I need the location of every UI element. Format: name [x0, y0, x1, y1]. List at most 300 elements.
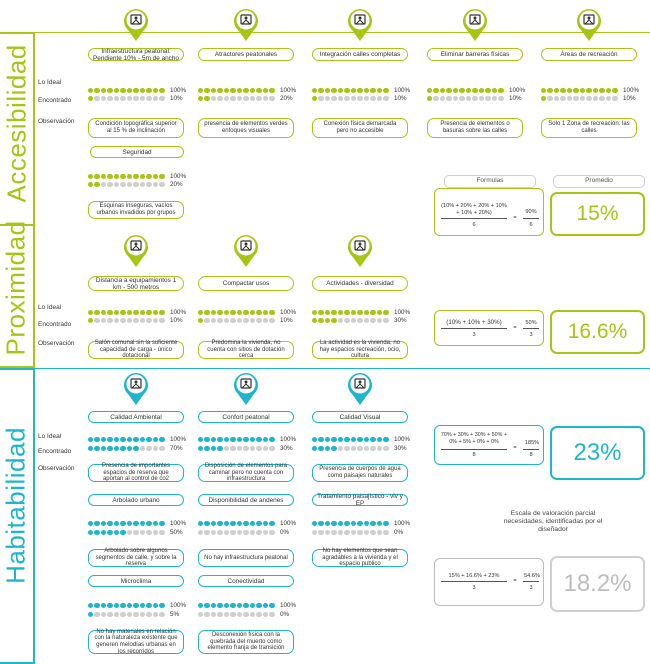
- observation-seguridad: Esquinas inseguras, vacíos urbanos invadidos por grupos: [88, 201, 184, 219]
- dot: [312, 521, 317, 526]
- dot: [153, 174, 158, 179]
- dot: [237, 318, 242, 323]
- dot: [88, 437, 93, 442]
- dot: [120, 603, 125, 608]
- dot: [159, 182, 164, 187]
- found-pct-prox-1: 10%: [280, 317, 293, 324]
- dot: [153, 530, 158, 535]
- dot: [120, 96, 125, 101]
- dot: [344, 96, 349, 101]
- dot: [351, 521, 356, 526]
- dot: [94, 530, 99, 535]
- dot: [325, 96, 330, 101]
- dot: [593, 96, 598, 101]
- dot: [243, 603, 248, 608]
- dot: [159, 310, 164, 315]
- dot: [237, 96, 242, 101]
- indicator-title-acc-1: Atractores peatonales: [198, 48, 294, 61]
- dot: [383, 521, 388, 526]
- dot: [159, 521, 164, 526]
- dot: [357, 88, 362, 93]
- dot: [127, 446, 132, 451]
- dot: [107, 174, 112, 179]
- row-label-obs-hab: Observación: [38, 465, 75, 472]
- dot: [120, 310, 125, 315]
- dot: [217, 318, 222, 323]
- dot: [230, 88, 235, 93]
- dot: [344, 521, 349, 526]
- found-pct-seguridad: 20%: [170, 181, 183, 188]
- dot: [120, 437, 125, 442]
- dot: [217, 521, 222, 526]
- formula-res-den-summary: 3: [529, 585, 533, 591]
- fraction-bar-res-hab: [523, 449, 539, 450]
- dot: [370, 446, 375, 451]
- dot: [269, 96, 274, 101]
- ideal-pct-hab-sec-0: 100%: [170, 520, 187, 527]
- dot: [472, 88, 477, 93]
- dot: [269, 612, 274, 617]
- dot: [243, 437, 248, 442]
- dot: [107, 603, 112, 608]
- dot: [383, 318, 388, 323]
- found-dots-hab-sec-0: [88, 530, 165, 535]
- ideal-dots-acc-2: [312, 88, 389, 93]
- dot: [101, 96, 106, 101]
- dot: [140, 182, 145, 187]
- fraction-bar-hab: [441, 449, 507, 450]
- observation-prox-2: La actividad es la vivienda, no hay espacios recreación, ocio, cultura: [312, 341, 408, 359]
- dot: [370, 318, 375, 323]
- dot: [101, 174, 106, 179]
- dot: [599, 96, 604, 101]
- dot: [146, 96, 151, 101]
- equals-sign-acc: =: [513, 215, 517, 221]
- dot: [217, 88, 222, 93]
- dot: [459, 96, 464, 101]
- dot: [140, 174, 145, 179]
- average-accesibilidad: 15%: [550, 192, 645, 236]
- ideal-dots-hab-sec-1: [198, 521, 275, 526]
- observation-hab-2: Presencia de cuerpos de agua como paisajes naturales: [312, 464, 408, 482]
- dot: [88, 446, 93, 451]
- dot: [312, 437, 317, 442]
- dot: [498, 96, 503, 101]
- ideal-dots-acc-3: [427, 88, 504, 93]
- indicator-code-11: 11: [357, 389, 363, 394]
- row-label-obs-acc: Observación: [38, 118, 75, 125]
- observation-acc-3: Presencia de elementos o basuras sobre las calles: [427, 118, 523, 138]
- dot: [256, 612, 261, 617]
- dot: [211, 521, 216, 526]
- dot: [256, 603, 261, 608]
- dot: [250, 310, 255, 315]
- dot: [547, 88, 552, 93]
- dot: [250, 612, 255, 617]
- dot: [331, 318, 336, 323]
- ideal-pct-hab-sec-3: 100%: [170, 602, 187, 609]
- dot: [107, 182, 112, 187]
- dot: [133, 446, 138, 451]
- dot: [256, 530, 261, 535]
- dot: [217, 96, 222, 101]
- dot: [351, 88, 356, 93]
- wheelchair-icon: [122, 6, 150, 42]
- found-dots-hab-sec-2: [312, 530, 389, 535]
- dot: [318, 310, 323, 315]
- dot: [383, 96, 388, 101]
- dot: [107, 446, 112, 451]
- dot: [94, 446, 99, 451]
- dot: [344, 88, 349, 93]
- dot: [217, 612, 222, 617]
- ideal-dots-acc-0: [88, 88, 165, 93]
- dot: [114, 603, 119, 608]
- row-label-ideal-acc: Lo Ideal: [38, 79, 62, 86]
- dot: [94, 88, 99, 93]
- dot: [554, 88, 559, 93]
- dot: [331, 446, 336, 451]
- equals-sign-prox: =: [513, 325, 517, 331]
- dot: [153, 310, 158, 315]
- ideal-dots-hab-0: [88, 437, 165, 442]
- landscape-icon: [346, 370, 374, 406]
- indicator-code-06: 06: [133, 251, 139, 256]
- dot: [357, 96, 362, 101]
- dot: [198, 530, 203, 535]
- ideal-pct-hab-0: 100%: [170, 436, 187, 443]
- dot: [224, 88, 229, 93]
- dot: [256, 88, 261, 93]
- dot: [237, 446, 242, 451]
- dot: [127, 437, 132, 442]
- found-pct-hab-sec-0: 50%: [170, 529, 183, 536]
- observation-hab-sec-4: Desconexión física con la quebrada del muerto como elemento franja de transición: [198, 630, 294, 654]
- dot: [120, 318, 125, 323]
- formula-summary: [434, 558, 544, 606]
- observation-hab-sec-2: No hay elementos que sean agradables a la vivienda y el espacio publico: [312, 549, 408, 567]
- dot: [159, 96, 164, 101]
- dot: [427, 88, 432, 93]
- dot: [325, 310, 330, 315]
- dot: [243, 521, 248, 526]
- ideal-pct-seguridad: 100%: [170, 173, 187, 180]
- dot: [133, 437, 138, 442]
- dot: [140, 318, 145, 323]
- dot: [224, 310, 229, 315]
- dot: [153, 612, 158, 617]
- formula-res-num-acc: 90%: [525, 209, 537, 215]
- dot: [153, 446, 158, 451]
- found-dots-hab-sec-4: [198, 612, 275, 617]
- dot: [256, 310, 261, 315]
- dot: [114, 96, 119, 101]
- observation-hab-1: Disposición de elementos para caminar pero no cuenta con infraestructura: [198, 464, 294, 482]
- ideal-dots-hab-sec-0: [88, 521, 165, 526]
- dot: [331, 521, 336, 526]
- found-pct-acc-3: 10%: [509, 95, 522, 102]
- dot: [88, 182, 93, 187]
- dot: [325, 521, 330, 526]
- found-dots-prox-2: [312, 318, 389, 323]
- indicator-title-acc-3: Eliminar barreras físicas: [427, 48, 523, 61]
- indicator-code-04: 04: [472, 25, 478, 30]
- dot: [237, 437, 242, 442]
- fraction-bar-acc: [441, 218, 507, 219]
- ideal-pct-hab-1: 100%: [280, 436, 297, 443]
- dot: [159, 318, 164, 323]
- dot: [344, 530, 349, 535]
- dot: [127, 318, 132, 323]
- dot: [446, 96, 451, 101]
- dot: [101, 603, 106, 608]
- dot: [153, 96, 158, 101]
- dot: [256, 521, 261, 526]
- dot: [101, 530, 106, 535]
- dot: [351, 310, 356, 315]
- dot: [230, 521, 235, 526]
- dot: [269, 446, 274, 451]
- indicator-code-01: 01: [133, 25, 139, 30]
- dot: [331, 437, 336, 442]
- dot: [383, 530, 388, 535]
- dot: [133, 521, 138, 526]
- indicator-code-09: 09: [133, 389, 139, 394]
- dot: [612, 96, 617, 101]
- fraction-bar-res-acc: [523, 218, 539, 219]
- dot: [364, 318, 369, 323]
- found-dots-hab-1: [198, 446, 275, 451]
- ideal-dots-prox-0: [88, 310, 165, 315]
- ideal-pct-prox-0: 100%: [170, 309, 187, 316]
- playground-icon: [575, 6, 603, 42]
- dot: [204, 603, 209, 608]
- dot: [331, 88, 336, 93]
- dot: [146, 310, 151, 315]
- found-dots-prox-0: [88, 318, 165, 323]
- summary-note: Escala de valoración parcial necesidades, identificadas por el diseñador: [503, 510, 603, 534]
- dot: [107, 437, 112, 442]
- observation-acc-0: Condición topográfica superior al 15 % de inclinación: [88, 118, 184, 138]
- row-label-ideal-hab: Lo Ideal: [38, 433, 62, 440]
- dot: [153, 182, 158, 187]
- formula-den-acc: 6: [472, 222, 476, 228]
- dot: [133, 603, 138, 608]
- dot: [338, 88, 343, 93]
- divider-habitabilidad: [33, 368, 650, 369]
- dot: [318, 318, 323, 323]
- dot: [331, 96, 336, 101]
- dot: [101, 182, 106, 187]
- found-dots-hab-sec-3: [88, 612, 165, 617]
- dot: [133, 318, 138, 323]
- formula-res-den-acc: 6: [529, 222, 533, 228]
- pedestrian-icon: [232, 6, 260, 42]
- dot: [312, 96, 317, 101]
- dot: [204, 310, 209, 315]
- dot: [204, 612, 209, 617]
- section-title-habitabilidad: Habitabilidad: [0, 427, 31, 584]
- dot: [114, 174, 119, 179]
- dot: [364, 310, 369, 315]
- observation-acc-4: Solo 1 Zona de recreación: las calles: [541, 118, 637, 138]
- dot: [256, 318, 261, 323]
- dot: [338, 310, 343, 315]
- dot: [88, 318, 93, 323]
- dot: [224, 521, 229, 526]
- dot: [479, 96, 484, 101]
- dot: [146, 612, 151, 617]
- found-dots-acc-1: [198, 96, 275, 101]
- dot: [440, 88, 445, 93]
- section-title-accesibilidad: Accesibilidad: [1, 44, 32, 203]
- dot: [140, 521, 145, 526]
- dot: [364, 446, 369, 451]
- dot: [312, 88, 317, 93]
- found-pct-acc-4: 10%: [623, 95, 636, 102]
- indicator-code-08: 08: [357, 251, 363, 256]
- indicator-title-acc-2: Integración calles completas: [312, 48, 408, 61]
- average-proximidad: 16.6%: [550, 310, 645, 354]
- dot: [599, 88, 604, 93]
- fraction-bar-res-summary: [523, 581, 539, 582]
- trees-icon: [122, 370, 150, 406]
- dot: [586, 88, 591, 93]
- dot: [120, 521, 125, 526]
- dot: [120, 174, 125, 179]
- ideal-dots-hab-sec-4: [198, 603, 275, 608]
- dot: [94, 96, 99, 101]
- formula-res-num-prox: 50%: [525, 320, 537, 326]
- ideal-pct-acc-0: 100%: [170, 87, 187, 94]
- dot: [377, 318, 382, 323]
- dot: [364, 530, 369, 535]
- dot: [114, 437, 119, 442]
- indicator-title-hab-sec-1: Disponibilidad de andenes: [198, 494, 294, 506]
- dot: [377, 446, 382, 451]
- found-pct-acc-2: 10%: [394, 95, 407, 102]
- dot: [224, 96, 229, 101]
- row-label-ideal-prox: Lo Ideal: [38, 304, 62, 311]
- dot: [114, 530, 119, 535]
- dot: [318, 96, 323, 101]
- formula-accesibilidad: [434, 188, 544, 236]
- road-icon: [346, 6, 374, 42]
- dot: [159, 603, 164, 608]
- dot: [153, 88, 158, 93]
- dot: [146, 603, 151, 608]
- dot: [325, 437, 330, 442]
- found-dots-hab-0: [88, 446, 165, 451]
- dot: [606, 88, 611, 93]
- indicator-code-03: 03: [357, 25, 363, 30]
- dot: [88, 521, 93, 526]
- dot: [94, 521, 99, 526]
- dot: [312, 446, 317, 451]
- dot: [88, 310, 93, 315]
- indicator-title-hab-sec-2: Tratamiento paisajístico - viv y EP: [312, 494, 408, 506]
- dot: [263, 437, 268, 442]
- dot: [318, 530, 323, 535]
- dot: [120, 446, 125, 451]
- dot: [263, 521, 268, 526]
- dot: [159, 612, 164, 617]
- dot: [547, 96, 552, 101]
- indicator-title-seguridad: Seguridad: [90, 146, 184, 158]
- dot: [466, 88, 471, 93]
- ideal-pct-hab-sec-4: 100%: [280, 602, 297, 609]
- dot: [146, 446, 151, 451]
- dot: [101, 88, 106, 93]
- formula-num-summary: 15% + 16.6% + 23%: [448, 573, 500, 579]
- ideal-pct-acc-3: 100%: [509, 87, 526, 94]
- dot: [127, 612, 132, 617]
- dot: [250, 318, 255, 323]
- dot: [377, 521, 382, 526]
- dot: [140, 437, 145, 442]
- dot: [120, 182, 125, 187]
- dot: [159, 437, 164, 442]
- formula-res-num-hab: 185%: [524, 440, 540, 446]
- dot: [107, 530, 112, 535]
- dot: [256, 446, 261, 451]
- dot: [263, 530, 268, 535]
- dot: [580, 96, 585, 101]
- found-pct-hab-0: 70%: [170, 445, 183, 452]
- dot: [312, 310, 317, 315]
- dot: [250, 603, 255, 608]
- dot: [114, 88, 119, 93]
- found-dots-hab-sec-1: [198, 530, 275, 535]
- dot: [593, 88, 598, 93]
- dot: [237, 521, 242, 526]
- observation-hab-sec-0: Arbolado sobre algunos segmentos de calle, y sobre la reserva: [88, 549, 184, 567]
- dot: [485, 96, 490, 101]
- dot: [237, 310, 242, 315]
- dot: [224, 612, 229, 617]
- dot: [243, 96, 248, 101]
- dot: [325, 530, 330, 535]
- formulas-header: Formulas: [444, 175, 536, 188]
- dot: [230, 318, 235, 323]
- dot: [351, 446, 356, 451]
- dot: [269, 310, 274, 315]
- dot: [256, 437, 261, 442]
- dot: [269, 521, 274, 526]
- dot: [224, 603, 229, 608]
- equals-sign-summary: =: [513, 578, 517, 584]
- dot: [377, 96, 382, 101]
- dot: [383, 437, 388, 442]
- activity-icon: [346, 232, 374, 268]
- dot: [211, 437, 216, 442]
- dot: [94, 174, 99, 179]
- dot: [586, 96, 591, 101]
- dot: [211, 318, 216, 323]
- dot: [357, 446, 362, 451]
- dot: [459, 88, 464, 93]
- dot: [204, 96, 209, 101]
- dot: [351, 530, 356, 535]
- ideal-pct-acc-2: 100%: [394, 87, 411, 94]
- dot: [140, 310, 145, 315]
- dot: [567, 96, 572, 101]
- found-pct-hab-1: 30%: [280, 445, 293, 452]
- dot: [146, 88, 151, 93]
- found-dots-seguridad: [88, 182, 165, 187]
- dot: [243, 318, 248, 323]
- dot: [344, 437, 349, 442]
